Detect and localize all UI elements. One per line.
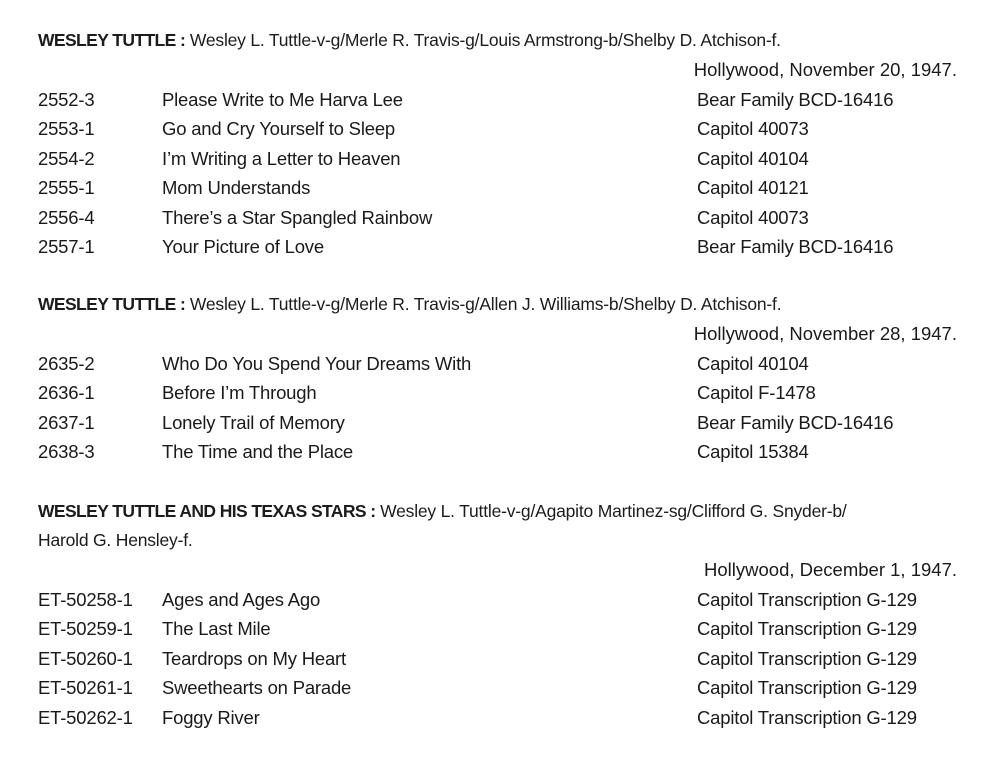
session-leader: WESLEY TUTTLE : — [38, 294, 186, 314]
matrix-number: ET-50261-1 — [38, 677, 133, 698]
track-row — [38, 437, 968, 467]
matrix-number: 2552-3 — [38, 88, 95, 110]
track-row — [38, 703, 968, 733]
matrix-number: 2554-2 — [38, 147, 95, 169]
issue-label: Capitol 40073 — [697, 118, 809, 139]
session-place-date: Hollywood, November 20, 1947. — [693, 59, 957, 80]
matrix-number: ET-50259-1 — [38, 618, 133, 639]
matrix-number: ET-50262-1 — [38, 706, 133, 728]
issue-label: Capitol Transcription G-129 — [697, 618, 917, 639]
issue-label: Capitol 40073 — [697, 206, 809, 228]
track-row — [38, 378, 968, 408]
track-row — [38, 408, 968, 438]
issue-label: Capitol 40104 — [697, 352, 809, 374]
track-title: Who Do You Spend Your Dreams With — [162, 352, 472, 374]
track-title: Please Write to Me Harva Lee — [162, 88, 403, 110]
matrix-number: 2635-2 — [38, 352, 95, 374]
matrix-number: ET-50260-1 — [38, 647, 133, 669]
session-1 — [38, 26, 968, 262]
track-row — [38, 585, 968, 615]
matrix-number: 2555-1 — [38, 177, 95, 198]
track-title: The Time and the Place — [162, 441, 353, 462]
session-personnel: Wesley L. Tuttle-v-g/Merle R. Travis-g/Louis Armstrong-b/Shelby D. Atchison-f. — [189, 30, 781, 50]
session-personnel: Wesley L. Tuttle-v-g/Merle R. Travis-g/Allen J. Williams-b/Shelby D. Atchison-f. — [189, 294, 782, 314]
issue-label: Bear Family BCD-16416 — [697, 88, 894, 110]
track-title: Go and Cry Yourself to Sleep — [162, 118, 395, 139]
session-header — [38, 26, 968, 55]
issue-label: Capitol F-1478 — [697, 382, 816, 403]
issue-label: Capitol Transcription G-129 — [697, 706, 917, 728]
session-personnel: Wesley L. Tuttle-v-g/Agapito Martinez-sg/Clifford G. Snyder-b/ — [380, 501, 847, 521]
track-title: Foggy River — [162, 706, 260, 728]
matrix-number: 2556-4 — [38, 206, 95, 228]
session-leader: WESLEY TUTTLE : — [38, 30, 186, 50]
track-row — [38, 144, 968, 174]
track-row — [38, 349, 968, 379]
matrix-number: 2557-1 — [38, 236, 95, 257]
track-title: Ages and Ages Ago — [162, 588, 321, 610]
track-title: Before I’m Through — [162, 382, 317, 403]
issue-label: Bear Family BCD-16416 — [697, 236, 894, 257]
track-row — [38, 673, 968, 703]
session-2 — [38, 290, 968, 467]
issue-label: Capitol Transcription G-129 — [697, 588, 917, 610]
issue-label: Capitol Transcription G-129 — [697, 647, 917, 669]
track-title: Mom Understands — [162, 177, 311, 198]
track-row — [38, 114, 968, 144]
track-row — [38, 614, 968, 644]
session-place-date: Hollywood, November 28, 1947. — [693, 323, 957, 344]
track-row — [38, 173, 968, 203]
track-title: I’m Writing a Letter to Heaven — [162, 147, 401, 169]
issue-label: Capitol 15384 — [697, 441, 809, 462]
session-place-date: Hollywood, December 1, 1947. — [704, 559, 957, 580]
matrix-number: 2638-3 — [38, 441, 95, 462]
matrix-number: 2636-1 — [38, 382, 95, 403]
session-personnel-continued: Harold G. Hensley-f. — [38, 530, 193, 550]
track-row — [38, 85, 968, 115]
track-row — [38, 232, 968, 262]
track-title: Teardrops on My Heart — [162, 647, 346, 669]
session-header — [38, 497, 968, 526]
matrix-number: 2637-1 — [38, 411, 95, 433]
track-row — [38, 644, 968, 674]
matrix-number: 2553-1 — [38, 118, 95, 139]
track-title: Lonely Trail of Memory — [162, 411, 345, 433]
track-title: The Last Mile — [162, 618, 271, 639]
track-row — [38, 203, 968, 233]
issue-label: Capitol 40104 — [697, 147, 809, 169]
session-header — [38, 290, 968, 319]
session-leader: WESLEY TUTTLE AND HIS TEXAS STARS : — [38, 501, 376, 521]
track-title: Sweethearts on Parade — [162, 677, 352, 698]
matrix-number: ET-50258-1 — [38, 588, 133, 610]
issue-label: Capitol 40121 — [697, 177, 809, 198]
track-title: There’s a Star Spangled Rainbow — [162, 206, 433, 228]
issue-label: Capitol Transcription G-129 — [697, 677, 917, 698]
issue-label: Bear Family BCD-16416 — [697, 411, 894, 433]
session-3 — [38, 497, 968, 732]
track-title: Your Picture of Love — [162, 236, 324, 257]
